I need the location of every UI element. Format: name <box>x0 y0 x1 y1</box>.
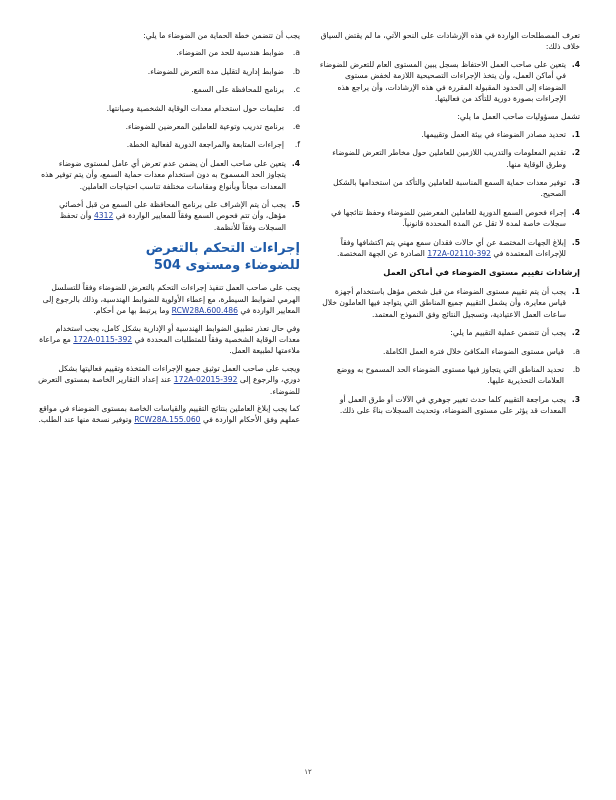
item-text: ضوابط إدارية لتقليل مدة التعرض للضوضاء. <box>147 66 284 76</box>
paragraph-text: وفي حال تعذر تطبيق الضوابط الهندسية أو الإدارية بشكل كامل، يجب استخدام معدات الوقاية الشخصية وفقاً للمتطلبات المحددة في <box>55 323 300 344</box>
lettered-item <box>38 139 300 150</box>
item-letter: a. <box>292 48 300 58</box>
left-intro: يجب أن تتضمن خطة الحماية من الضوضاء ما يلي: <box>143 31 300 40</box>
body-paragraph <box>38 282 300 316</box>
item-text: تقديم المعلومات والتدريب اللازمين للعاملين حول مخاطر التعرض للضوضاء وطرق الوقاية منها. <box>332 148 566 169</box>
regulation-link[interactable]: 392-172A-02110 <box>427 249 491 259</box>
item-text: تعليمات حول استخدام معدات الوقاية الشخصية وصيانتها. <box>106 103 284 113</box>
item-letter: f. <box>294 140 300 150</box>
lettered-item <box>318 346 580 357</box>
item-letter: b. <box>292 66 300 76</box>
item-number: 3. <box>571 178 580 188</box>
item-text-tail: وأن تحفظ السجلات وفقاً للأنظمة. <box>59 211 286 232</box>
numbered-item <box>38 199 300 233</box>
item-number: 5. <box>291 200 300 210</box>
lettered-item <box>38 103 300 114</box>
item-text: يتعين على صاحب العمل الاحتفاظ بسجل يبين المستوى العام للتعرض للضوضاء في أماكن العمل، وأن يتخذ الإجراءات التصحيحية اللازمة لخفض مستوى الضوضاء إلى الحدود المقبولة المقررة في هذه الإرشادات، وأن يراجع هذه الإجراءات بصورة دورية للتأكد من فعاليتها. <box>319 59 566 104</box>
paragraph-text: يجب على صاحب العمل تنفيذ إجراءات التحكم بالتعرض للضوضاء وفقاً للتسلسل الهرمي لضوابط السيطرة، مع إعطاء الأولوية للضوابط الهندسية، وذلك بالرجوع إلى المعايير الواردة في <box>42 283 300 316</box>
item-letter: e. <box>292 122 300 132</box>
section-title-line: للضوضاء ومستوى 504 <box>153 258 300 274</box>
numbered-item <box>318 59 580 105</box>
left-column <box>38 30 300 432</box>
lettered-item <box>38 66 300 77</box>
right-column <box>318 30 580 424</box>
page-number: ١٢ <box>304 768 312 776</box>
item-letter: d. <box>292 103 300 113</box>
lettered-item <box>38 121 300 132</box>
paragraph-text: ويجب على صاحب العمل توثيق جميع الإجراءات المتخذة وتقييم فعاليتها بشكل دوري، والرجوع إلى <box>58 363 300 385</box>
section-heading: إرشادات تقييم مستوى الضوضاء في أماكن العمل <box>383 266 580 277</box>
body-paragraph <box>38 363 300 397</box>
item-number: 4. <box>291 158 300 168</box>
section-title-line: إجراءات التحكم بالتعرض <box>145 241 300 257</box>
numbered-item <box>318 327 580 338</box>
item-text: يجب مراجعة التقييم كلما حدث تغيير جوهري في الآلات أو طرق العمل أو المعدات قد يؤثر على مستوى الضوضاء، وتحديث السجلات بناءً على ذلك. <box>339 394 566 416</box>
item-number: 2. <box>571 148 580 158</box>
regulation-link[interactable]: 392-172A-02015 <box>173 375 238 385</box>
section-title <box>38 240 300 274</box>
item-text: إجراءات المتابعة والمراجعة الدورية لفعالية الخطة. <box>126 140 284 150</box>
numbered-item <box>318 147 580 170</box>
item-number: 4. <box>571 59 580 69</box>
numbered-item <box>318 286 580 320</box>
item-text: برنامج للمحافظة على السمع. <box>191 85 284 95</box>
numbered-item <box>318 177 580 200</box>
mid-intro: تشمل مسؤوليات صاحب العمل ما يلي: <box>457 112 580 122</box>
lettered-item <box>38 47 300 58</box>
item-text: إجراء فحوص السمع الدورية للعاملين المعرضين للضوضاء وحفظ نتائجها في سجلات خاصة لمدة لا تقل عن المدة المحددة قانونياً. <box>331 207 566 229</box>
regulation-link[interactable]: 392-172A-0115 <box>73 334 133 344</box>
numbered-item <box>318 237 580 260</box>
item-number: 1. <box>571 286 580 296</box>
item-number: 5. <box>571 237 580 247</box>
item-letter: c. <box>293 85 300 95</box>
rcw-link[interactable]: RCW28A.155.060 <box>134 415 201 425</box>
item-text: توفير معدات حماية السمع المناسبة للعاملين والتأكد من استخدامها بالشكل الصحيح. <box>333 178 566 199</box>
numbered-item <box>318 394 580 417</box>
body-paragraph <box>38 323 300 357</box>
item-text: يجب أن يتم الإشراف على برنامج المحافظة على السمع من قبل أخصائي مؤهل، وأن تتم فحوص السمع وفقاً للمعايير الواردة في <box>59 200 286 221</box>
item-text: إبلاغ الجهات المختصة عن أي حالات فقدان سمع مهني يتم اكتشافها وفقاً للإجراءات المعتمدة في <box>340 237 566 259</box>
paragraph-tail: مع مراعاة ملاءمتها لطبيعة العمل. <box>39 334 300 356</box>
item-number: 1. <box>571 129 580 139</box>
numbered-item <box>38 158 300 192</box>
item-text: تحديد مصادر الضوضاء في بيئة العمل وتقييمها. <box>421 129 566 139</box>
numbered-item <box>318 129 580 140</box>
body-paragraph <box>38 403 300 426</box>
item-text: يجب أن يتم تقييم مستوى الضوضاء من قبل شخص مؤهل باستخدام أجهزة قياس معايرة، وأن يشمل التقييم جميع المناطق التي يتواجد فيها العاملون خلال ساعات العمل الاعتيادية، وتسجيل النتائج وفق النموذج المعتمد. <box>322 286 566 319</box>
numbered-item <box>318 207 580 230</box>
item-number: 4. <box>571 207 580 217</box>
paragraph-tail: وما يرتبط بها من أحكام. <box>93 306 170 316</box>
item-text: ضوابط هندسية للحد من الضوضاء. <box>176 48 284 58</box>
item-letter: a. <box>572 346 580 356</box>
regulation-link[interactable]: 4312 <box>93 211 114 221</box>
paragraph-tail: عند إعداد التقارير الخاصة بمستوى التعرض للضوضاء. <box>38 375 300 396</box>
item-text-tail: الصادرة عن الجهة المختصة. <box>337 249 425 259</box>
paragraph-tail: وتوفير نسخة منها عند الطلب. <box>38 415 132 425</box>
item-text: تحديد المناطق التي يتجاوز فيها مستوى الضوضاء الحد المسموح به ووضع العلامات التحذيرية عليها. <box>336 364 564 386</box>
item-text: برنامج تدريب وتوعية للعاملين المعرضين للضوضاء. <box>125 122 284 132</box>
item-text: يتعين على صاحب العمل أن يضمن عدم تعرض أي عامل لمستوى ضوضاء يتجاوز الحد المسموح به دون استخدام معدات حماية السمع، وأن يتم توفير هذه المعدات مجاناً وبأنواع ومقاسات مختلفة تناسب احتياجات العاملين. <box>41 158 286 191</box>
paragraph-text: كما يجب إبلاغ العاملين بنتائج التقييم والقياسات الخاصة بمستوى الضوضاء في مواقع عملهم وفق الأحكام الواردة في <box>39 403 300 425</box>
item-text: يجب أن تتضمن عملية التقييم ما يلي: <box>450 328 566 338</box>
item-number: 3. <box>571 394 580 404</box>
rcw-link[interactable]: RCW28A.600.486 <box>171 306 238 316</box>
lettered-item <box>318 364 580 387</box>
right-intro: تعرف المصطلحات الواردة في هذه الإرشادات على النحو الآتي، ما لم يقتض السياق خلاف ذلك: <box>320 31 580 52</box>
item-letter: b. <box>572 364 580 374</box>
lettered-item <box>38 84 300 95</box>
item-number: 2. <box>571 328 580 338</box>
item-text: قياس مستوى الضوضاء المكافئ خلال فترة العمل الكاملة. <box>382 346 564 356</box>
